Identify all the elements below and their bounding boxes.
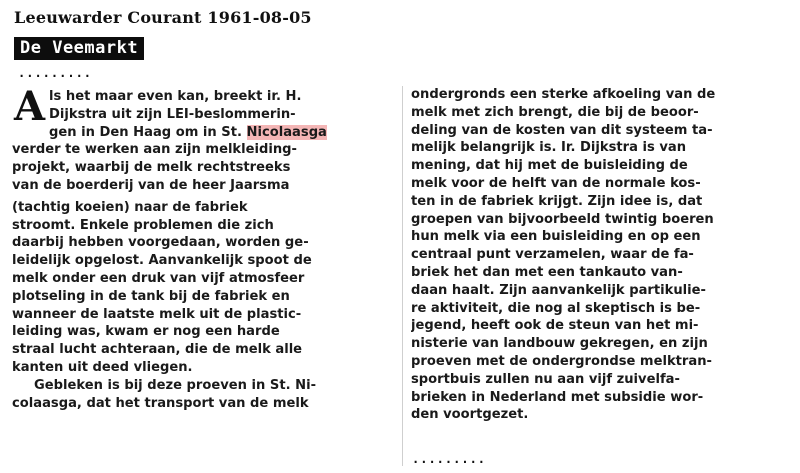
drop-cap: A — [14, 83, 46, 130]
text-line: proeven met de ondergrondse melktran- — [411, 353, 712, 369]
text-line: centraal punt verzamelen, waar de fa- — [411, 247, 694, 263]
text-line: sportbuis zullen nu aan vijf zuivelfa- — [411, 371, 680, 387]
text-line: leiding was, kwam er nog een harde — [12, 324, 280, 340]
text-line: ten in de fabriek krijgt. Zijn idee is, dat — [411, 193, 703, 209]
newspaper-title: Leeuwarder Courant 1961-08-05 — [14, 8, 312, 27]
section-label: De Veemarkt — [14, 37, 144, 60]
text-line: plotseling in de tank bij de fabriek en — [12, 288, 290, 304]
text-line: kanten uit deed vliegen. — [12, 359, 193, 375]
column-divider — [402, 86, 403, 466]
text-line — [49, 124, 396, 142]
text-line: stroomt. Enkele problemen die zich — [12, 217, 274, 233]
text-line: deling van de kosten van dit systeem ta- — [411, 122, 713, 138]
text-line: Dijkstra uit zijn LEI-beslommerin- — [49, 106, 296, 122]
text-line: van de boerderij van de heer Jaarsma — [12, 177, 290, 193]
text-line: groepen van bijvoorbeeld twintig boeren — [411, 211, 714, 227]
highlighted-place-name: Nicolaasga — [246, 124, 327, 140]
text-line: projekt, waarbij de melk rechtstreeks — [12, 160, 291, 176]
article-column-left — [12, 83, 396, 412]
text-line: melijk belangrijk is. Ir. Dijkstra is van — [411, 140, 687, 156]
text-line: ondergronds een sterke afkoeling van de — [411, 87, 716, 102]
text-line: colaasga, dat het transport van de melk — [12, 395, 309, 411]
article-column-right — [411, 86, 795, 424]
text-line: straal lucht achteraan, die de melk alle — [12, 342, 303, 358]
text-line: (tachtig koeien) naar de fabriek — [12, 199, 248, 215]
text-line: brieken in Nederland met subsidie wor- — [411, 389, 704, 405]
text-line: nisterie van landbouw gekregen, en zijn — [411, 336, 708, 352]
text-line: hun melk via een buisleiding en op een — [411, 229, 701, 245]
ornament-dots-end: ......... — [412, 452, 487, 466]
text-line: leidelijk opgelost. Aanvankelijk spoot de — [12, 253, 312, 269]
text-line: ls het maar even kan, breekt ir. H. — [49, 89, 302, 104]
text-segment: gen in Den Haag om in St. — [49, 124, 247, 140]
ornament-dots-top: ......... — [18, 66, 93, 80]
text-line: mening, dat hij met de buisleiding de — [411, 158, 688, 174]
text-line: daan haalt. Zijn aanvankelijk partikulie- — [411, 282, 706, 298]
text-line: jegend, heeft ook de steun van het mi- — [411, 318, 699, 334]
text-line: verder te werken aan zijn melkleiding- — [12, 142, 297, 158]
text-line: briek het dan met een tankauto van- — [411, 264, 683, 280]
text-line: daarbij hebben voorgedaan, worden ge- — [12, 235, 309, 251]
text-line: melk met zich brengt, die bij de beoor- — [411, 104, 699, 120]
text-line: Gebleken is bij deze proeven in St. Ni- — [34, 377, 317, 393]
text-line: re aktiviteit, die nog al skeptisch is be- — [411, 300, 701, 316]
text-line: melk voor de helft van de normale kos- — [411, 175, 701, 191]
text-line: den voortgezet. — [411, 407, 529, 423]
text-line: melk onder een druk van vijf atmosfeer — [12, 270, 305, 286]
text-line: wanneer de laatste melk uit de plastic- — [12, 306, 302, 322]
